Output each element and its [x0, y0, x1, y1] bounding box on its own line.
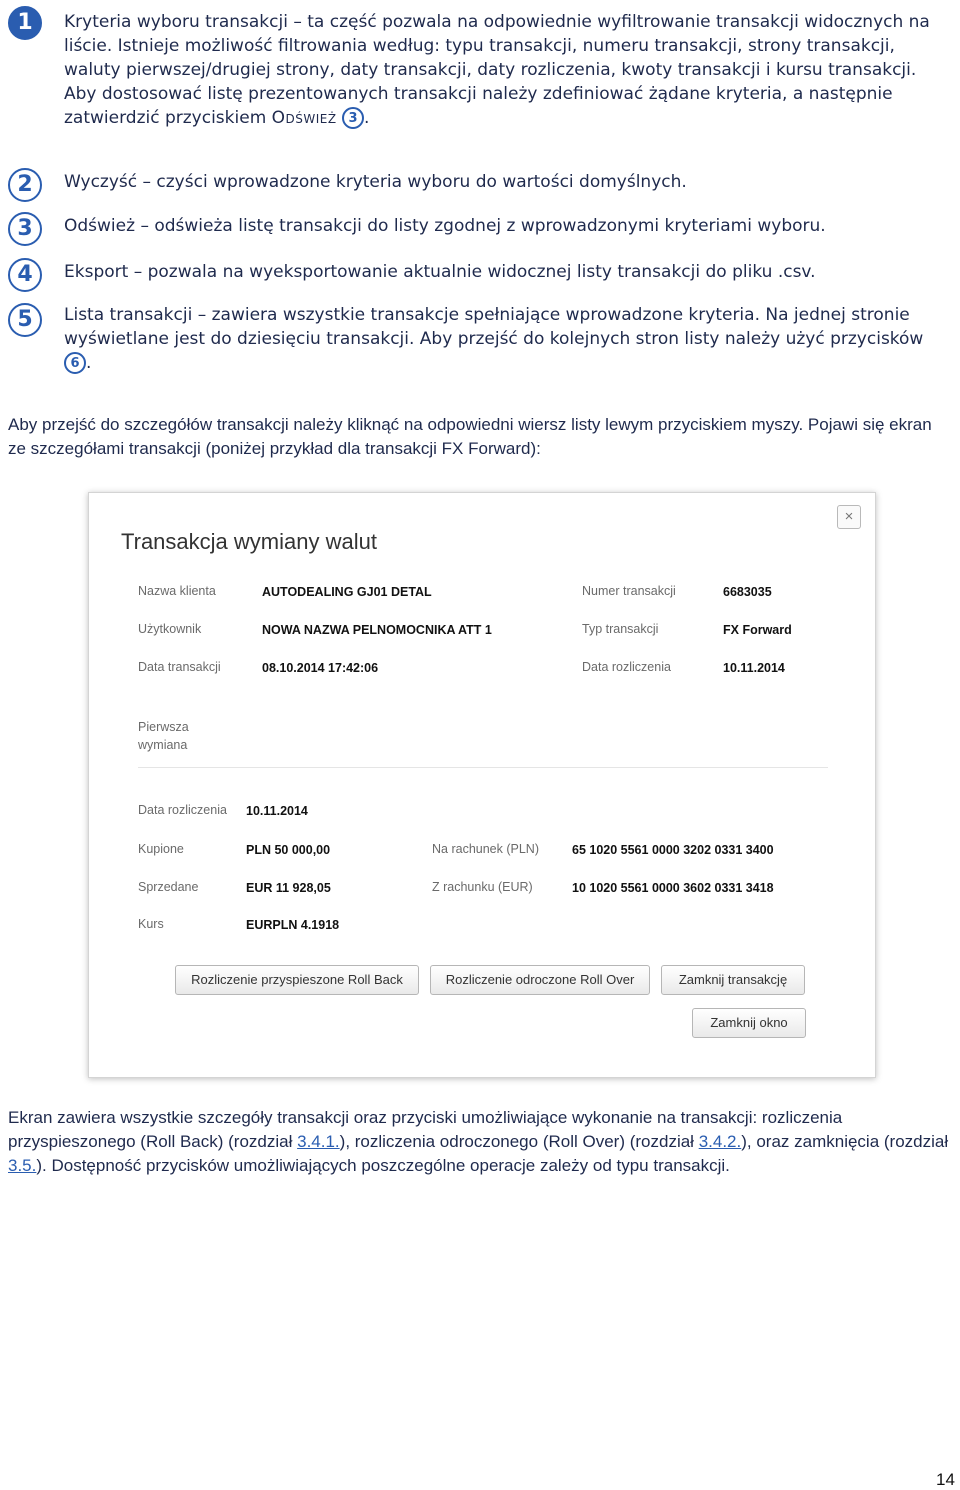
rate-value: EURPLN 4.1918: [246, 918, 340, 932]
sold-label: Sprzedane: [138, 880, 199, 894]
roll-back-button[interactable]: Rozliczenie przyspieszone Roll Back: [175, 965, 419, 995]
number-3-inline-badge: 3: [342, 107, 364, 129]
number-1-badge: 1: [8, 6, 42, 40]
bought-label: Kupione: [138, 842, 184, 856]
settlement-date-value: 10.11.2014: [723, 661, 785, 675]
item-5-title: Lista transakcji: [64, 305, 193, 325]
transaction-number-label: Numer transakcji: [582, 584, 676, 598]
section-3-4-2-link[interactable]: 3.4.2.: [698, 1132, 742, 1151]
item-1-title: Kryteria wyboru transakcji: [64, 12, 288, 32]
client-name-value: AUTODEALING GJ01 DETAL: [262, 585, 432, 599]
sold-value: EUR 11 928,05: [246, 881, 331, 895]
rate-label: Kurs: [138, 917, 164, 931]
settlement-date-label: Data rozliczenia: [582, 660, 671, 674]
leg-settlement-date-value: 10.11.2014: [246, 804, 308, 818]
user-label: Użytkownik: [138, 622, 202, 636]
item-3-title: Odśwież: [64, 216, 136, 236]
item-4-title: Eksport: [64, 262, 129, 282]
list-item-5: 5 Lista transakcji – zawiera wszystkie transakcje spełniające wprowadzone kryteria. Na jednej stronie wyświetlane jest do dziesięciu transakcji. Aby przejść do kolejnych stron listy należy użyć przycisków 6 .: [8, 303, 953, 383]
client-name-label: Nazwa klienta: [138, 584, 216, 598]
leg-settlement-date-label: Data rozliczenia: [138, 803, 227, 817]
section-3-4-1-link[interactable]: 3.4.1.: [297, 1132, 340, 1151]
refresh-button-reference: Odśwież: [271, 108, 337, 128]
close-transaction-button[interactable]: Zamknij transakcję: [661, 965, 805, 995]
transaction-number-value: 6683035: [723, 585, 772, 599]
transaction-details-dialog: [88, 492, 876, 1078]
number-3-badge: 3: [8, 212, 42, 246]
intro-paragraph: Aby przejść do szczegółów transakcji należy kliknąć na odpowiedni wiersz listy lewym przyciskiem myszy. Pojawi się ekran ze szczegółami transakcji (poniżej przykład dla transakcji FX Forward):: [8, 415, 932, 458]
from-account-value: 10 1020 5561 0000 3602 0331 3418: [572, 881, 774, 895]
user-value: NOWA NAZWA PELNOMOCNIKA ATT 1: [262, 623, 492, 637]
page-number: 14: [936, 1470, 955, 1489]
item-2-title: Wyczyść: [64, 172, 138, 192]
number-4-badge: 4: [8, 258, 42, 292]
first-leg-label: Pierwsza wymiana: [138, 720, 189, 752]
trade-date-label: Data transakcji: [138, 660, 221, 674]
transaction-type-label: Typ transakcji: [582, 622, 659, 636]
list-item-1: [8, 6, 953, 146]
list-item-4: 4 Eksport – pozwala na wyeksportowanie aktualnie widocznej listy transakcji do pliku .csv.: [8, 258, 953, 294]
transaction-type-value: FX Forward: [723, 623, 792, 637]
from-account-label: Z rachunku (EUR): [432, 880, 533, 894]
bought-value: PLN 50 000,00: [246, 843, 331, 857]
to-account-label: Na rachunek (PLN): [432, 842, 539, 856]
to-account-value: 65 1020 5561 0000 3202 0331 3400: [572, 843, 774, 857]
close-icon[interactable]: ×: [837, 505, 861, 529]
number-2-badge: 2: [8, 168, 42, 202]
list-item-3: 3 Odśwież – odświeża listę transakcji do listy zgodnej z wprowadzonymi kryteriami wyboru.: [8, 212, 953, 248]
section-divider: [138, 767, 828, 768]
outro-paragraph: Ekran zawiera wszystkie szczegóły transakcji oraz przyciski umożliwiające wykonanie na transakcji: rozliczenia przyspieszonego (Roll Back) (rozdział 3.4.1.), rozliczenia odroczonego (Roll Over) (rozdział 3.4.2.), oraz zamknięcia (rozdział 3.5.). Dostępność przycisków umożliwiających poszczególne operacje zależy od typu transakcji.: [8, 1108, 949, 1175]
list-item-1-text: Kryteria wyboru transakcji – ta część pozwala na odpowiednie wyfiltrowanie transakcji widocznych na liście. Istnieje możliwość filtrowania według: typu transakcji, numeru transakcji, strony transakcji, waluty pierwszej/drugiej strony, daty transakcji, daty rozliczenia, kwoty transakcji i kursu transakcji. Aby dostosować listę prezentowanych transakcji należy zdefiniować żądane kryteria, a następnie zatwierdzić przyciskiem Odśwież 3 .: [64, 12, 930, 128]
list-item-2: 2 Wyczyść – czyści wprowadzone kryteria wyboru do wartości domyślnych.: [8, 168, 953, 204]
section-3-5-link[interactable]: 3.5.: [8, 1156, 37, 1175]
number-5-badge: 5: [8, 303, 42, 337]
roll-over-button[interactable]: Rozliczenie odroczone Roll Over: [430, 965, 650, 995]
number-6-inline-badge: 6: [64, 352, 86, 374]
dialog-title: Transakcja wymiany walut: [121, 529, 377, 554]
trade-date-value: 08.10.2014 17:42:06: [262, 661, 379, 675]
close-window-button[interactable]: Zamknij okno: [692, 1008, 806, 1038]
